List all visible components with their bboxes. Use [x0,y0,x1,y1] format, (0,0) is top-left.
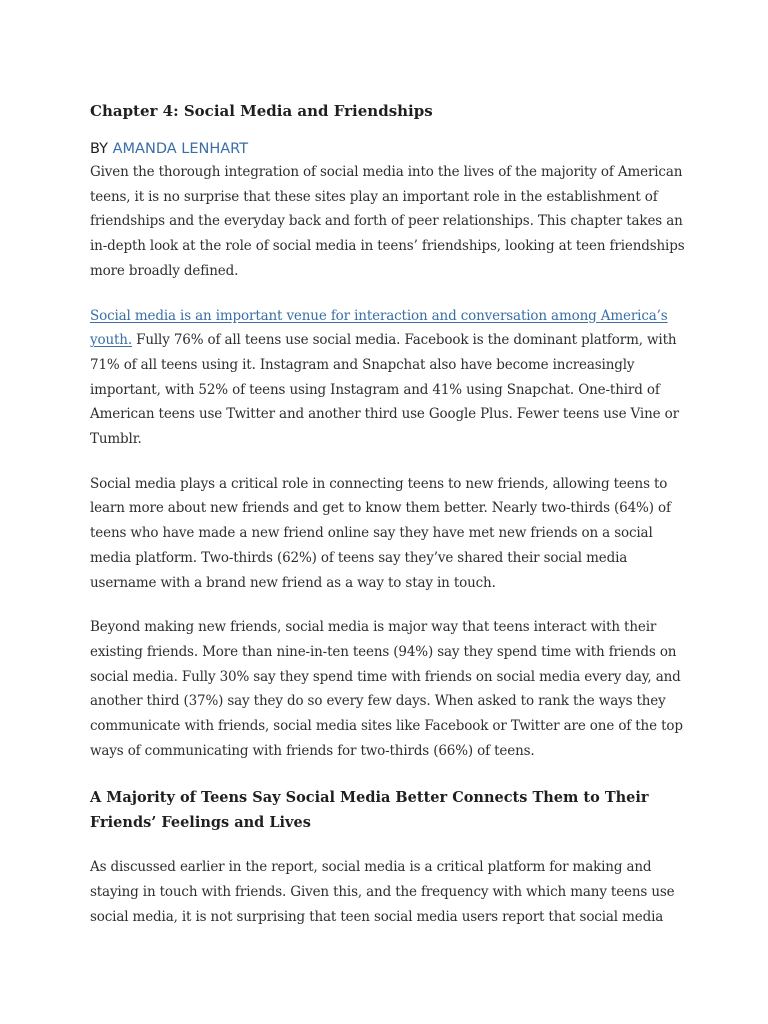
social-media-venue-link[interactable]: Social media is an important venue for interaction and conversation among America’s youth. [90,307,668,349]
paragraph-platform-stats: Fully 76% of all teens use social media. Facebook is the dominant platform, with 71% of all teens using it. Instagram and Snapchat also have become increasingly important, with 52% of teens using Instagram and 41% using Snapchat. One-third of American teens use Twitter and another third use Google Plus. Fewer teens use Vine or Tumblr. [90,332,679,448]
author-link[interactable]: AMANDA LENHART [112,141,249,157]
paragraph-social-media-venue [90,304,690,452]
paragraph-intro: Given the thorough integration of social media into the lives of the majority of American teens, it is no surprise that these sites play an important role in the establishment of friendships and the everyday back and forth of peer relationships. This chapter takes an in-depth look at the role of social media in teens’ friendships, looking at teen friendships more broadly defined. [90,164,685,279]
chapter-title: Chapter 4: Social Media and Friendships [90,102,433,120]
section-heading: A Majority of Teens Say Social Media Better Connects Them to Their Friends’ Feelings and Lives [90,789,649,832]
paragraph-existing-friends: Beyond making new friends, social media is major way that teens interact with their existing friends. More than nine-in-ten teens (94%) say they spend time with friends on social media. Fully 30% say they spend time with friends on social media every day, and another third (37%) say they do so every few days. When asked to rank the ways they communicate with friends, social media sites like Facebook or Twitter are one of the top ways of communicating with friends for two-thirds (66%) of teens. [90,619,683,759]
byline-prefix: BY [90,141,109,157]
paragraph-new-friends: Social media plays a critical role in connecting teens to new friends, allowing teens to learn more about new friends and get to know them better. Nearly two-thirds (64%) of teens who have made a new friend online say they have met new friends on a social media platform. Two-thirds (62%) of teens say they’ve shared their social media username with a brand new friend as a way to stay in touch. [90,475,671,591]
document-page [90,100,690,930]
paragraph-critical-platform: As discussed earlier in the report, social media is a critical platform for making and staying in touch with friends. Given this, and the frequency with which many teens use social media, it is not surprising that teen social media users report that social media [90,859,675,925]
byline [90,139,690,159]
